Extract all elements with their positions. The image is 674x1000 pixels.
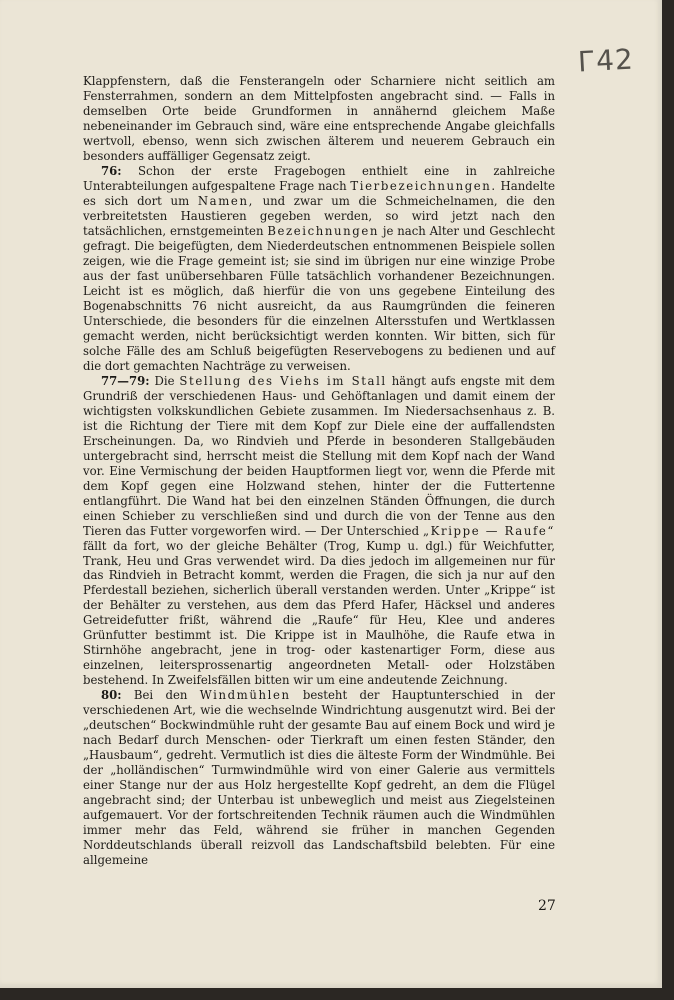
emphasized-term: Namen, [197,193,254,208]
paragraph [83,74,555,164]
body-text [83,74,555,868]
section-number: 76: [101,163,122,178]
text-run: und zwar um die Schmeichelnamen, die den verbreitetsten Haustieren gegeben werden, so wird jetzt nach den tatsächlichen, ernstgemeinten [83,193,555,238]
paragraph [83,164,555,374]
text-run: Schon der erste Fragebogen enthielt eine in zahlreiche Unterabteilungen aufgespaltene Frage nach [83,163,555,193]
emphasized-term: Windmühlen [199,688,291,703]
text-run: Die [149,373,180,388]
emphasized-term: „Krippe — Raufe“ [423,523,555,538]
paragraph [83,374,555,689]
paragraph [83,688,555,868]
handwritten-annotation: Г42 [577,42,635,79]
text-run: fällt da fort, wo der gleiche Behälter (Trog, Kump u. dgl.) für Weichfutter, Trank, Heu und Gras verwendet wird. Da dies jedoch im allgemeinen nur für das Rindvieh in Betracht kommt, werden die Fragen, die sich ja nur auf den Pferdestall beziehen, sicherlich überall verstanden werden. Unter „Krippe“ ist der Behälter zu verstehen, aus dem das Pferd Hafer, Häcksel und anderes Getreidefutter frißt, während die „Raufe“ für Heu, Klee und anderes Grünfutter bestimmt ist. Die Krippe ist in Maulhöhe, die Raufe etwa in Stirnhöhe angebracht, jene in trog- oder kastenartiger Form, diese aus einzelnen, leitersprossenartig angeordneten Metall- oder Holzstäben bestehend. In Zweifelsfällen bitten wir um eine andeutende Zeichnung. [83,538,555,688]
emphasized-term: Tierbezeichnungen. [350,178,497,193]
page-number: 27 [538,898,556,914]
text-run: Klappfenstern, daß die Fensterangeln oder Scharniere nicht seitlich am Fensterrahmen, sondern an dem Mittelpfosten angebracht sind. — Falls in demselben Orte beide Grundformen in annähernd gleichem Maße nebeneinander im Gebrauch sind, wäre eine entsprechende Angabe gleichfalls wertvoll, ebenso, wenn sich zwischen älterem und neuerem Gebrauch ein besonders auffälliger Gegensatz zeigt. [83,74,555,163]
emphasized-term: Stellung des Viehs im Stall [179,373,387,388]
text-run: Bei den [121,688,200,703]
text-run: hängt aufs engste mit dem Grundriß der verschiedenen Haus- und Gehöftanlagen und damit einem der wichtigsten volkskundlichen Gebiete zusammen. Im Niedersachsenhaus z. B. ist die Richtung der Tiere mit dem Kopf zur Diele eine der auffallendsten Erscheinungen. Da, wo Rindvieh und Pferde in besonderen Stallgebäuden untergebracht sind, herrscht meist die Stellung mit dem Kopf nach der Wand vor. Eine Vermischung der beiden Hauptformen liegt vor, wenn die Pferde mit dem Kopf gegen eine Holzwand stehen, hinter der die Futtertenne entlangführt. Die Wand hat bei den einzelnen Ständen Öffnungen, die durch einen Schieber zu verschließen sind und durch die von der Tenne aus den Tieren das Futter vorgeworfen wird. — Der Unterschied [83,373,555,538]
section-number: 80: [101,688,122,703]
emphasized-term: Bezeichnungen [267,223,380,238]
section-number: 77—79: [101,373,150,388]
text-run: Handelte es sich dort um [83,178,555,208]
text-run: je nach Alter und Geschlecht gefragt. Die beigefügten, dem Niederdeutschen entnommenen Beispiele sollen zeigen, wie die Frage gemeint ist; sie sind im übrigen nur eine winzige Probe aus der fast unübersehbaren Fülle tatsächlich vorhandener Bezeichnungen. Leicht ist es möglich, daß hierfür die von uns gegebene Einteilung des Bogenabschnitts 76 nicht ausreicht, da aus Raumgründen die feineren Unterschiede, die besonders für die einzelnen Altersstufen und Wertklassen gemacht werden, nicht berücksichtigt werden konnten. Wir bitten, sich für solche Fälle des am Schluß beigefügten Reservebogens zu bedienen und auf die dort gemachten Nachträge zu verweisen. [83,223,555,373]
text-run: besteht der Hauptunterschied in der verschiedenen Art, wie die wechselnde Windrichtung ausgenutzt wird. Bei der „deutschen“ Bockwindmühle ruht der gesamte Bau auf einem Bock und wird je nach Bedarf durch Menschen- oder Tierkraft um einen festen Ständer, den „Hausbaum“, gedreht. Vermutlich ist dies die älteste Form der Windmühle. Bei der „holländischen“ Turmwindmühle wird von einer Galerie aus vermittels einer Stange nur der aus Holz hergestellte Kopf gedreht, an dem die Flügel angebracht sind; der Unterbau ist unbeweglich und meist aus Ziegelsteinen aufgemauert. Vor der fortschreitenden Technik räumen auch die Windmühlen immer mehr das Feld, während sie früher in manchen Gegenden Norddeutschlands überall reizvoll das Landschaftsbild belebten. Für eine allgemeine [83,688,555,868]
